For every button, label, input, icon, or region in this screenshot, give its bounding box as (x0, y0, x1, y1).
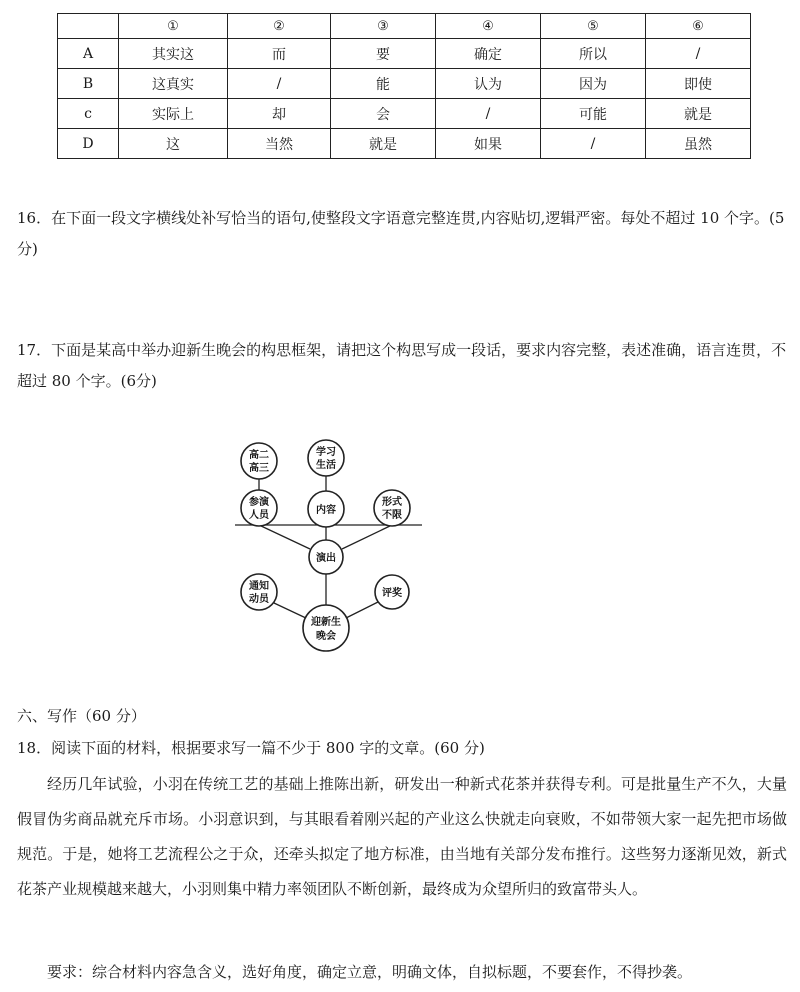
table-cell: 却 (228, 99, 331, 129)
table-cell: 就是 (331, 129, 436, 159)
table-cell: 认为 (436, 69, 541, 99)
table-header-cell: ④ (436, 14, 541, 39)
table-header-cell: ① (119, 14, 228, 39)
row-label: A (58, 39, 119, 69)
row-label: D (58, 129, 119, 159)
connector (342, 525, 392, 549)
table-cell: 确定 (436, 39, 541, 69)
table-cell: 这 (119, 129, 228, 159)
node-notice-line1: 通知 (249, 581, 269, 592)
table-row (58, 39, 751, 69)
question-18-material: 经历几年试验，小羽在传统工艺的基础上推陈出新，研发出一种新式花茶并获得专利。可是批量生产不久，大量假冒伪劣商品就充斥市场。小羽意识到，与其眼看着刚兴起的产业这么快就走向衰败，不如带领大家一起先把市场做规范。于是，她将工艺流程公之于众，还牵头拟定了地方标准，由当地有关部分发布推行。这些努力逐渐见效，新式花茶产业规模越来越大，小羽则集中精力率领团队不断创新，最终成为众望所归的致富带头人。 (17, 775, 787, 898)
node-study-line2: 生活 (316, 460, 336, 471)
node-award-label: 评奖 (382, 588, 402, 599)
table-cell: / (646, 39, 751, 69)
node-study-line1: 学习 (316, 447, 336, 458)
table-cell: / (541, 129, 646, 159)
table-header-cell: ② (228, 14, 331, 39)
table-header-cell: ③ (331, 14, 436, 39)
section-heading: 六、写作（60 分） (17, 707, 146, 725)
table-cell: 就是 (646, 99, 751, 129)
node-performers-line1: 参演 (249, 497, 269, 508)
node-party (303, 605, 349, 651)
node-content-label: 内容 (316, 505, 336, 516)
table-cell: 而 (228, 39, 331, 69)
table-header-cell (58, 14, 119, 39)
node-grade-line1: 高二 (249, 450, 269, 461)
table-cell: 能 (331, 69, 436, 99)
table-cell: 可能 (541, 99, 646, 129)
connector (259, 525, 310, 549)
connector (274, 603, 308, 619)
node-party-line1: 迎新生 (311, 617, 341, 628)
question-16: 16．在下面一段文字横线处补写恰当的语句,使整段文字语意完整连贯,内容贴切,逻辑严密。每处不超过 10 个字。(5分) (17, 209, 785, 258)
table-cell: / (436, 99, 541, 129)
node-form-line2: 不限 (382, 510, 402, 521)
connector (344, 602, 378, 619)
node-notice-line2: 动员 (249, 594, 269, 605)
table-cell: 其实这 (119, 39, 228, 69)
table-cell: 这真实 (119, 69, 228, 99)
table-header-cell: ⑤ (541, 14, 646, 39)
node-form-line1: 形式 (382, 497, 402, 508)
row-label: B (58, 69, 119, 99)
row-label: c (58, 99, 119, 129)
answer-table (57, 13, 751, 159)
table-cell: 如果 (436, 129, 541, 159)
node-party-line2: 晚会 (316, 631, 336, 642)
node-show-label: 演出 (316, 553, 336, 564)
table-cell: 因为 (541, 69, 646, 99)
table-cell: 会 (331, 99, 436, 129)
question-17: 17．下面是某高中举办迎新生晚会的构思框架，请把这个构思写成一段话，要求内容完整，表述准确，语言连贯，不超过 80 个字。(6分) (17, 341, 787, 390)
table-cell: / (228, 69, 331, 99)
table-row (58, 69, 751, 99)
concept-diagram (230, 437, 430, 652)
table-cell: 所以 (541, 39, 646, 69)
table-cell: 当然 (228, 129, 331, 159)
question-18-title: 18．阅读下面的材料，根据要求写一篇不少于 800 字的文章。(60 分) (17, 739, 485, 757)
table-header-row (58, 14, 751, 39)
node-performers-line2: 人员 (249, 510, 269, 521)
table-header-cell: ⑥ (646, 14, 751, 39)
table-row (58, 129, 751, 159)
table-cell: 要 (331, 39, 436, 69)
table-cell: 虽然 (646, 129, 751, 159)
question-18-requirement: 要求：综合材料内容急含义，选好角度，确定立意，明确文体，自拟标题，不要套作，不得抄袭。 (47, 963, 693, 981)
table-cell: 即使 (646, 69, 751, 99)
table-row (58, 99, 751, 129)
table-cell: 实际上 (119, 99, 228, 129)
node-grade-line2: 高三 (249, 463, 269, 474)
